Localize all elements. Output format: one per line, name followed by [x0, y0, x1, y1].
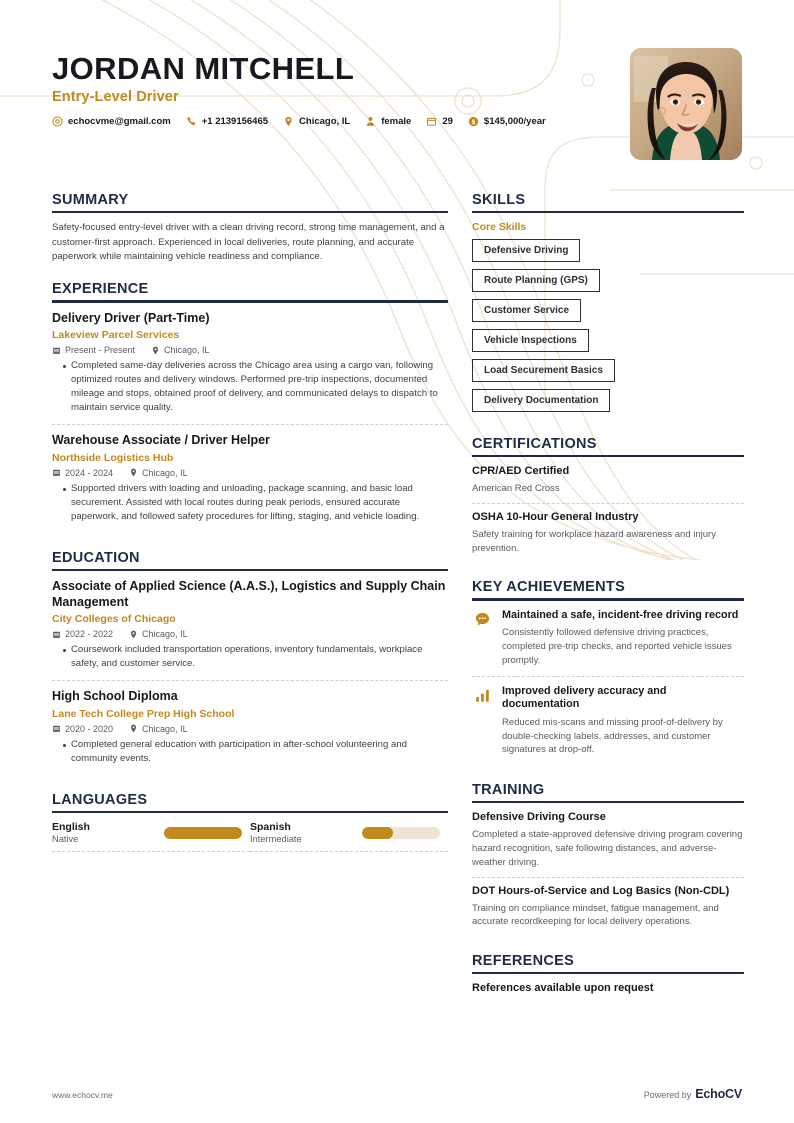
language-name: English	[52, 821, 90, 834]
certification-entry	[472, 503, 744, 562]
skill-chip: Route Planning (GPS)	[472, 269, 600, 292]
skill-chip: Customer Service	[472, 299, 581, 322]
location-icon	[129, 724, 138, 733]
language-progress-bar	[164, 827, 242, 839]
contact-email[interactable]	[52, 116, 171, 127]
experience-entry	[52, 311, 448, 425]
language-progress-bar	[362, 827, 440, 839]
achievement-description: Consistently followed defensive driving practices, completed pre-trip checks, and reported vehicle issues promptly.	[502, 627, 732, 666]
entry-organization: Lakeview Parcel Services	[52, 329, 180, 342]
avatar	[630, 48, 742, 160]
training-description: Training on compliance mindset, fatigue management, and accurate recordkeeping for local delivery operations.	[472, 902, 719, 928]
summary-text: Safety-focused entry-level driver with a clean driving record, strong time management, and a customer-first approach. Experienced in local deliveries, route planning, and accurate paperwork while maintaining vehicle readiness and compliance.	[52, 222, 445, 262]
language-level: Intermediate	[250, 834, 302, 845]
left-column	[52, 192, 448, 869]
footer-branding	[644, 1087, 742, 1101]
calendar-icon	[52, 630, 61, 639]
achievement-body	[502, 685, 744, 758]
bar-chart-icon	[472, 686, 492, 706]
entry-meta	[52, 724, 448, 734]
contact-salary	[468, 116, 546, 127]
section-skills	[472, 192, 744, 419]
achievement-title: Maintained a safe, incident-free driving record	[502, 608, 739, 621]
section-certifications	[472, 436, 744, 562]
entry-bullets	[52, 359, 448, 415]
chat-bubble-icon	[472, 610, 492, 630]
entry-location	[129, 629, 188, 639]
entry-title: Delivery Driver (Part-Time)	[52, 310, 210, 325]
phone-icon	[186, 116, 197, 127]
entry-location	[151, 345, 210, 355]
entry-organization: Lane Tech College Prep High School	[52, 707, 235, 720]
footer-website[interactable]: www.echocv.me	[52, 1090, 113, 1100]
certification-title: CPR/AED Certified	[472, 465, 570, 478]
entry-dates-value: Present - Present	[65, 345, 136, 356]
achievement-title: Improved delivery accuracy and documentation	[502, 684, 667, 711]
job-title: Entry-Level Driver	[52, 89, 179, 106]
section-training	[472, 782, 744, 936]
section-divider	[52, 811, 448, 813]
entry-dates-value: 2024 - 2024	[65, 467, 114, 478]
contact-gender-value: female	[381, 116, 412, 128]
language-item	[250, 821, 448, 852]
section-divider	[52, 569, 448, 571]
header-identity	[52, 48, 561, 127]
entry-dates	[52, 345, 135, 355]
entry-meta	[52, 468, 448, 478]
summary-heading: SUMMARY	[52, 192, 129, 208]
calendar-icon	[52, 724, 61, 733]
bullet-item: Completed general education with participation in after-school volunteering and community events.	[63, 738, 448, 766]
experience-heading: EXPERIENCE	[52, 281, 149, 298]
bullet-item: Supported drivers with loading and unloading, package scanning, and basic load securement. Assisted with local routes during peak periods, ensured accurate paperwork, and followed safety procedures for lifting, staging, and vehicle loading.	[63, 482, 448, 524]
contact-phone-value: +1 2139156465	[201, 116, 269, 128]
salary-icon	[468, 116, 479, 127]
section-divider	[472, 455, 744, 457]
entry-bullets	[52, 482, 448, 524]
certification-issuer: Safety training for workplace hazard awareness and injury prevention.	[472, 528, 716, 554]
entry-bullets	[52, 738, 448, 766]
entry-bullets	[52, 643, 448, 671]
training-description: Completed a state-approved defensive driving program covering hazard recognition, safe following distances, and adverse-weather driving.	[472, 829, 743, 868]
contact-salary-value: $145,000/year	[483, 116, 546, 128]
section-references	[472, 953, 744, 994]
svg-text:$: $	[471, 119, 476, 127]
email-icon	[52, 116, 63, 127]
training-title: DOT Hours-of-Service and Log Basics (Non-CDL)	[472, 884, 730, 897]
contact-email-value: echocvme@gmail.com	[68, 116, 171, 128]
entry-dates	[52, 629, 113, 639]
section-experience	[52, 281, 448, 532]
language-level: Native	[52, 834, 79, 845]
entry-location-value: Chicago, IL	[164, 345, 210, 356]
education-entry	[52, 680, 448, 775]
location-icon	[129, 468, 138, 477]
entry-title: Associate of Applied Science (A.A.S.), Logistics and Supply Chain Management	[52, 578, 446, 609]
contact-row	[52, 116, 561, 127]
certifications-heading: CERTIFICATIONS	[472, 436, 597, 453]
achievement-description: Reduced mis-scans and missing proof-of-delivery by double-checking labels, addresses, and customer signatures at drop-off.	[502, 716, 723, 756]
achievement-body	[502, 609, 744, 668]
skill-chip: Load Securement Basics	[472, 359, 615, 382]
bullet-item: Coursework included transportation operations, inventory fundamentals, workplace safety, and customer service.	[63, 643, 448, 671]
section-divider	[472, 972, 744, 974]
brand-logo: EchoCV	[695, 1087, 742, 1101]
right-column	[472, 192, 744, 1011]
training-heading: TRAINING	[472, 782, 545, 799]
section-education	[52, 550, 448, 775]
education-heading: EDUCATION	[52, 549, 140, 566]
experience-entry	[52, 424, 448, 533]
person-icon	[365, 116, 376, 127]
language-name: Spanish	[250, 821, 291, 834]
contact-gender	[365, 116, 411, 127]
resume-header	[52, 48, 742, 166]
section-divider	[472, 598, 744, 600]
section-divider	[472, 211, 744, 213]
references-text: References available upon request	[472, 982, 654, 995]
entry-meta	[52, 345, 448, 355]
bullet-item: Completed same-day deliveries across the Chicago area using a cargo van, following optimized routes and delivery windows. Performed pre-trip inspections, documented mileage and stops, obtained proof of delivery, and communicated delays to dispatch to maintain service quality.	[63, 359, 448, 415]
contact-location	[283, 116, 350, 127]
calendar-icon	[426, 116, 437, 127]
calendar-icon	[52, 346, 61, 355]
entry-dates-value: 2020 - 2020	[65, 723, 114, 734]
entry-location	[129, 468, 188, 478]
section-summary	[52, 192, 448, 264]
training-entry	[472, 811, 744, 876]
training-entry	[472, 877, 744, 936]
education-entry	[52, 579, 448, 680]
skills-group-title: Core Skills	[472, 221, 527, 234]
location-icon	[129, 630, 138, 639]
entry-dates	[52, 468, 113, 478]
certification-entry	[472, 465, 744, 503]
skills-heading: SKILLS	[472, 192, 526, 208]
section-divider	[472, 801, 744, 803]
calendar-icon	[52, 468, 61, 477]
certification-issuer: American Red Cross	[472, 483, 560, 495]
entry-organization: City Colleges of Chicago	[52, 613, 176, 626]
language-progress-fill	[362, 827, 393, 839]
achievement-item	[472, 609, 744, 676]
entry-dates	[52, 724, 113, 734]
resume-columns	[52, 192, 742, 1011]
powered-by-label: Powered by	[643, 1090, 692, 1100]
achievements-heading: KEY ACHIEVEMENTS	[472, 579, 626, 596]
section-languages	[52, 792, 448, 852]
page-footer	[52, 1087, 742, 1101]
entry-title: High School Diploma	[52, 689, 178, 704]
location-icon	[151, 346, 160, 355]
languages-list	[52, 821, 448, 852]
achievement-item	[472, 676, 744, 766]
entry-meta	[52, 629, 448, 639]
language-item	[52, 821, 250, 852]
section-divider	[52, 300, 448, 302]
entry-organization: Northside Logistics Hub	[52, 451, 174, 464]
contact-age	[426, 116, 453, 127]
skill-chip: Vehicle Inspections	[472, 329, 589, 352]
skill-chip: Delivery Documentation	[472, 389, 610, 412]
skill-chip: Defensive Driving	[472, 239, 580, 262]
entry-location-value: Chicago, IL	[142, 467, 188, 478]
language-labels	[52, 821, 90, 844]
profile-photo	[630, 48, 742, 160]
certification-title: OSHA 10-Hour General Industry	[472, 510, 639, 523]
location-icon	[283, 116, 294, 127]
language-progress-fill	[164, 827, 242, 839]
entry-title: Warehouse Associate / Driver Helper	[52, 433, 270, 448]
contact-phone[interactable]	[186, 116, 268, 127]
entry-location-value: Chicago, IL	[142, 723, 188, 734]
section-divider	[52, 211, 448, 213]
entry-location-value: Chicago, IL	[142, 629, 188, 640]
contact-age-value: 29	[442, 116, 453, 128]
skills-list	[472, 239, 744, 419]
entry-dates-value: 2022 - 2022	[65, 629, 114, 640]
page-title: JORDAN MITCHELL	[52, 51, 355, 86]
languages-heading: LANGUAGES	[52, 791, 148, 808]
entry-location	[129, 724, 188, 734]
references-heading: REFERENCES	[472, 953, 575, 970]
section-key-achievements	[472, 579, 744, 765]
contact-location-value: Chicago, IL	[299, 116, 351, 128]
training-title: Defensive Driving Course	[472, 811, 606, 824]
language-labels	[250, 821, 302, 844]
